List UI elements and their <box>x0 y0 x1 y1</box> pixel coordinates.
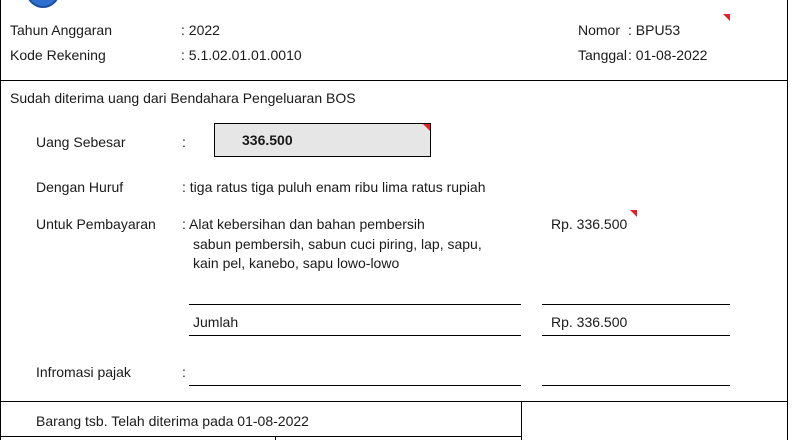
sum-line-right <box>542 304 730 305</box>
tanggal-value: : 01-08-2022 <box>628 47 708 63</box>
dengan-huruf-value: : tiga ratus tiga puluh enam ribu lima ratus rupiah <box>182 179 486 195</box>
jumlah-amount: Rp. 336.500 <box>551 314 628 330</box>
amount-box[interactable] <box>214 123 431 157</box>
sum-line-left <box>189 304 521 305</box>
pajak-line-right <box>542 385 730 386</box>
untuk-pembayaran-label: Untuk Pembayaran <box>36 216 156 232</box>
tanggal-label: Tanggal <box>578 47 628 63</box>
tahun-anggaran-label: Tahun Anggaran <box>10 22 112 38</box>
kode-rekening-label: Kode Rekening <box>10 47 106 63</box>
pajak-line-left <box>189 385 521 386</box>
jumlah-label: Jumlah <box>193 314 239 330</box>
comment-marker-icon[interactable] <box>630 210 637 217</box>
logo-icon <box>26 0 60 8</box>
tahun-anggaran-value: : 2022 <box>181 22 220 38</box>
left-border <box>0 0 1 440</box>
informasi-pajak-label: Infromasi pajak <box>36 364 131 380</box>
jumlah-underline-right <box>542 335 730 336</box>
footer-divider <box>0 401 788 402</box>
footer-bottom-line <box>0 436 521 437</box>
received-from-text: Sudah diterima uang dari Bendahara Pengeluaran BOS <box>10 90 356 106</box>
amount-value: 336.500 <box>242 132 293 148</box>
pembayaran-line-3: kain pel, kanebo, sapu lowo-lowo <box>193 255 400 271</box>
barang-diterima-note: Barang tsb. Telah diterima pada 01-08-2022 <box>36 413 309 429</box>
jumlah-underline-left <box>189 335 521 336</box>
informasi-pajak-colon: : <box>182 364 186 380</box>
uang-sebesar-label: Uang Sebesar <box>36 134 126 150</box>
right-border <box>787 0 788 440</box>
nomor-label: Nomor <box>578 22 621 38</box>
header-divider <box>0 80 788 81</box>
pembayaran-line-1: : Alat kebersihan dan bahan pembersih <box>182 216 425 232</box>
item-amount: Rp. 336.500 <box>551 216 628 232</box>
footer-column-divider <box>521 401 522 440</box>
comment-marker-icon[interactable] <box>423 124 430 131</box>
nomor-value: : BPU53 <box>628 22 681 38</box>
pembayaran-line-2: sabun pembersih, sabun cuci piring, lap, sapu, <box>193 236 482 252</box>
kode-rekening-value: : 5.1.02.01.01.0010 <box>181 47 302 63</box>
footer-inner-divider <box>275 436 276 440</box>
uang-sebesar-colon: : <box>182 134 186 150</box>
comment-marker-icon[interactable] <box>723 14 730 21</box>
dengan-huruf-label: Dengan Huruf <box>36 179 124 195</box>
